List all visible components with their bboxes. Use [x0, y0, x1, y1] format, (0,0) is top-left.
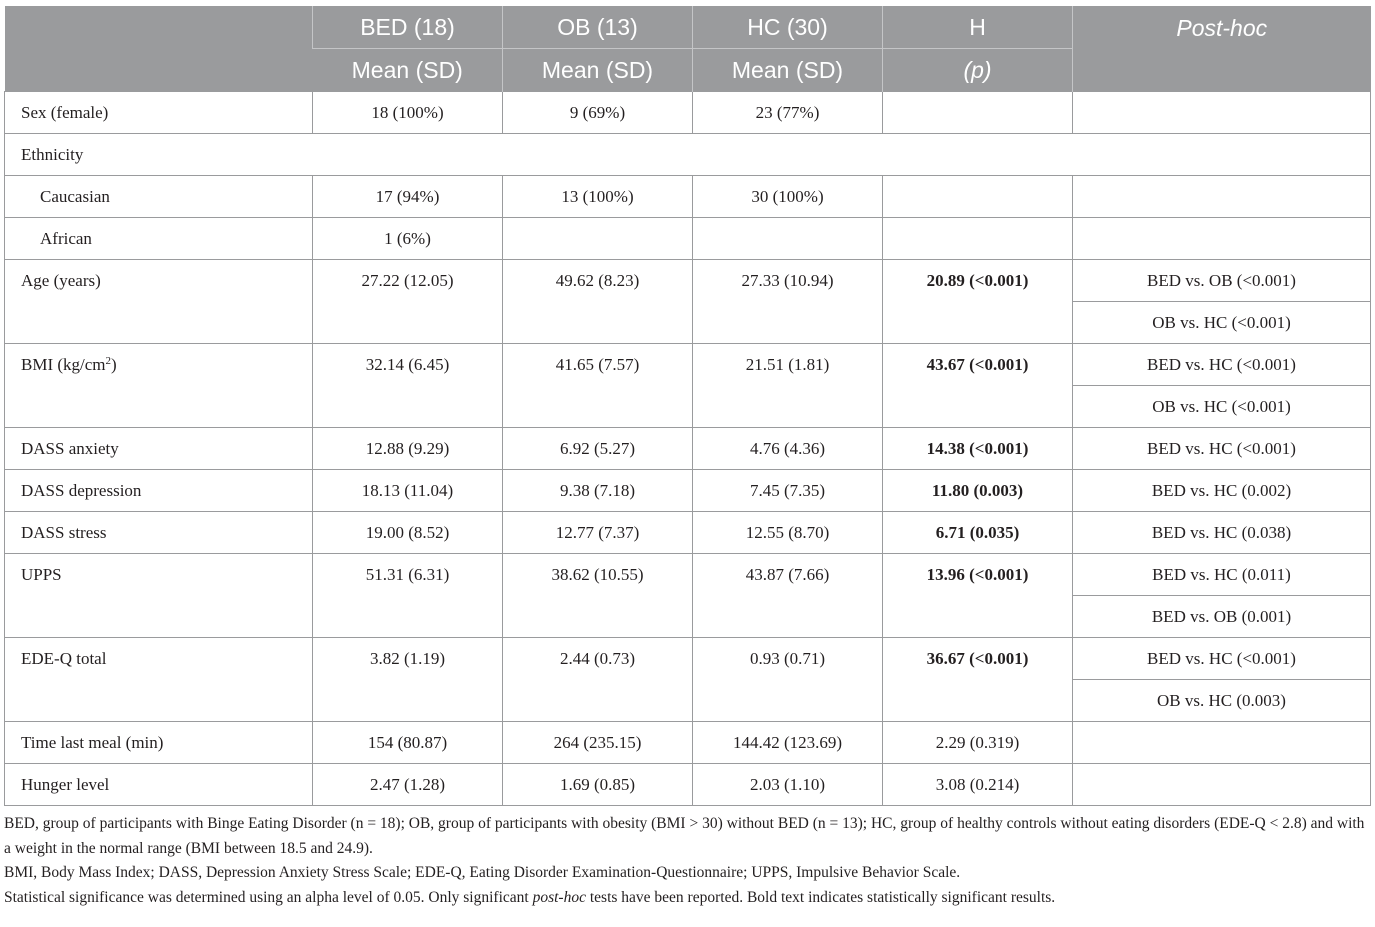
cell-h: 6.71 (0.035) [883, 512, 1073, 554]
cell-posthoc: BED vs. HC (<0.001) [1073, 344, 1371, 386]
table-row [5, 260, 1371, 302]
row-label-hunger-level: Hunger level [5, 764, 313, 806]
table-row [5, 764, 1371, 806]
cell-ob: 9 (69%) [503, 92, 693, 134]
cell-bed: 3.82 (1.19) [313, 638, 503, 722]
cell-hc: 23 (77%) [693, 92, 883, 134]
cell-posthoc: BED vs. HC (0.002) [1073, 470, 1371, 512]
header-blank-cell [5, 6, 313, 92]
cell-posthoc: BED vs. HC (<0.001) [1073, 638, 1371, 680]
footnote-significance-text: Statistical significance was determined using an alpha level of 0.05. Only significant [4, 888, 533, 906]
header-hc-sub: Mean (SD) [693, 49, 883, 92]
cell-ob: 38.62 (10.55) [503, 554, 693, 638]
cell-h: 36.67 (<0.001) [883, 638, 1073, 722]
cell-bed: 12.88 (9.29) [313, 428, 503, 470]
cell-posthoc [1073, 176, 1371, 218]
cell-ob: 1.69 (0.85) [503, 764, 693, 806]
header-h: H [883, 6, 1073, 49]
table-row [5, 638, 1371, 680]
cell-posthoc: OB vs. HC (<0.001) [1073, 302, 1371, 344]
row-label-edeq: EDE-Q total [5, 638, 313, 722]
cell-hc: 21.51 (1.81) [693, 344, 883, 428]
cell-ob: 9.38 (7.18) [503, 470, 693, 512]
cell-hc: 30 (100%) [693, 176, 883, 218]
cell-ob: 13 (100%) [503, 176, 693, 218]
table-row [5, 554, 1371, 596]
cell-h: 13.96 (<0.001) [883, 554, 1073, 638]
cell-bed: 154 (80.87) [313, 722, 503, 764]
table-row [5, 92, 1371, 134]
cell-hc [693, 218, 883, 260]
header-hc: HC (30) [693, 6, 883, 49]
row-label-age: Age (years) [5, 260, 313, 344]
table-row [5, 722, 1371, 764]
cell-ob: 49.62 (8.23) [503, 260, 693, 344]
cell-hc: 7.45 (7.35) [693, 470, 883, 512]
footnote-abbreviations-groups: BED, group of participants with Binge Eating Disorder (n = 18); OB, group of participants with obesity (BMI > 30) without BED (n = 13); HC, group of healthy controls without eating disorders (EDE-Q < 2.8) and with a weight in the normal range (BMI between 18.5 and 24.9). [4, 815, 1365, 857]
cell-hc: 2.03 (1.10) [693, 764, 883, 806]
cell-h: 14.38 (<0.001) [883, 428, 1073, 470]
cell-bed: 19.00 (8.52) [313, 512, 503, 554]
cell-posthoc: BED vs. OB (<0.001) [1073, 260, 1371, 302]
cell-h [883, 218, 1073, 260]
footnote-significance-text-end: tests have been reported. Bold text indicates statistically significant results. [585, 888, 1056, 906]
cell-h: 3.08 (0.214) [883, 764, 1073, 806]
table-header [5, 6, 1371, 92]
cell-ob: 6.92 (5.27) [503, 428, 693, 470]
cell-hc: 0.93 (0.71) [693, 638, 883, 722]
cell-ob [503, 218, 693, 260]
cell-h: 43.67 (<0.001) [883, 344, 1073, 428]
cell-bed: 1 (6%) [313, 218, 503, 260]
cell-ob: 12.77 (7.37) [503, 512, 693, 554]
row-label-dass-stress: DASS stress [5, 512, 313, 554]
cell-posthoc: BED vs. HC (0.011) [1073, 554, 1371, 596]
cell-posthoc [1073, 92, 1371, 134]
footnote-abbreviations-scales: BMI, Body Mass Index; DASS, Depression Anxiety Stress Scale; EDE-Q, Eating Disorder Examination-Questionnaire; UPPS, Impulsive Behavior Scale. [4, 864, 961, 881]
table-container [4, 6, 1370, 910]
cell-h [883, 176, 1073, 218]
cell-posthoc [1073, 764, 1371, 806]
cell-hc: 12.55 (8.70) [693, 512, 883, 554]
table-footnotes [4, 812, 1370, 910]
row-label-dass-anxiety: DASS anxiety [5, 428, 313, 470]
cell-bed: 18.13 (11.04) [313, 470, 503, 512]
table-row [5, 428, 1371, 470]
bmi-label-close: ) [111, 355, 117, 374]
table-row [5, 512, 1371, 554]
cell-posthoc: BED vs. HC (0.038) [1073, 512, 1371, 554]
table-row [5, 218, 1371, 260]
cell-h [883, 92, 1073, 134]
table-row [5, 344, 1371, 386]
cell-hc: 43.87 (7.66) [693, 554, 883, 638]
bmi-label-superscript: 2 [105, 355, 112, 367]
cell-posthoc: OB vs. HC (<0.001) [1073, 386, 1371, 428]
header-bed: BED (18) [313, 6, 503, 49]
cell-bed: 18 (100%) [313, 92, 503, 134]
row-label-african: African [5, 218, 313, 260]
table-body [5, 92, 1371, 806]
header-ob-sub: Mean (SD) [503, 49, 693, 92]
header-ob: OB (13) [503, 6, 693, 49]
row-label-dass-depression: DASS depression [5, 470, 313, 512]
footnote-posthoc-term: post-hoc [532, 888, 586, 906]
cell-bed: 2.47 (1.28) [313, 764, 503, 806]
cell-bed: 32.14 (6.45) [313, 344, 503, 428]
cell-ob: 264 (235.15) [503, 722, 693, 764]
cell-hc: 27.33 (10.94) [693, 260, 883, 344]
cell-posthoc [1073, 218, 1371, 260]
cell-ob: 41.65 (7.57) [503, 344, 693, 428]
cell-posthoc: BED vs. OB (0.001) [1073, 596, 1371, 638]
table-row [5, 134, 1371, 176]
header-h-sub: (p) [883, 49, 1073, 92]
bmi-label-text: BMI (kg/cm [21, 355, 106, 374]
cell-bed: 17 (94%) [313, 176, 503, 218]
footnote-significance [4, 886, 1370, 911]
cell-posthoc: OB vs. HC (0.003) [1073, 680, 1371, 722]
row-label-time-last-meal: Time last meal (min) [5, 722, 313, 764]
cell-posthoc: BED vs. HC (<0.001) [1073, 428, 1371, 470]
cell-bed: 51.31 (6.31) [313, 554, 503, 638]
cell-posthoc [1073, 722, 1371, 764]
cell-h: 2.29 (0.319) [883, 722, 1073, 764]
row-label-caucasian: Caucasian [5, 176, 313, 218]
cell-hc: 144.42 (123.69) [693, 722, 883, 764]
cell-h: 20.89 (<0.001) [883, 260, 1073, 344]
characteristics-table [4, 6, 1371, 806]
row-label-bmi [5, 344, 313, 428]
header-bed-sub: Mean (SD) [313, 49, 503, 92]
header-posthoc: Post-hoc [1073, 6, 1371, 92]
cell-ob: 2.44 (0.73) [503, 638, 693, 722]
row-label-ethnicity: Ethnicity [5, 134, 1371, 176]
cell-h: 11.80 (0.003) [883, 470, 1073, 512]
table-row [5, 470, 1371, 512]
row-label-upps: UPPS [5, 554, 313, 638]
cell-hc: 4.76 (4.36) [693, 428, 883, 470]
cell-bed: 27.22 (12.05) [313, 260, 503, 344]
table-row [5, 176, 1371, 218]
row-label-sex: Sex (female) [5, 92, 313, 134]
